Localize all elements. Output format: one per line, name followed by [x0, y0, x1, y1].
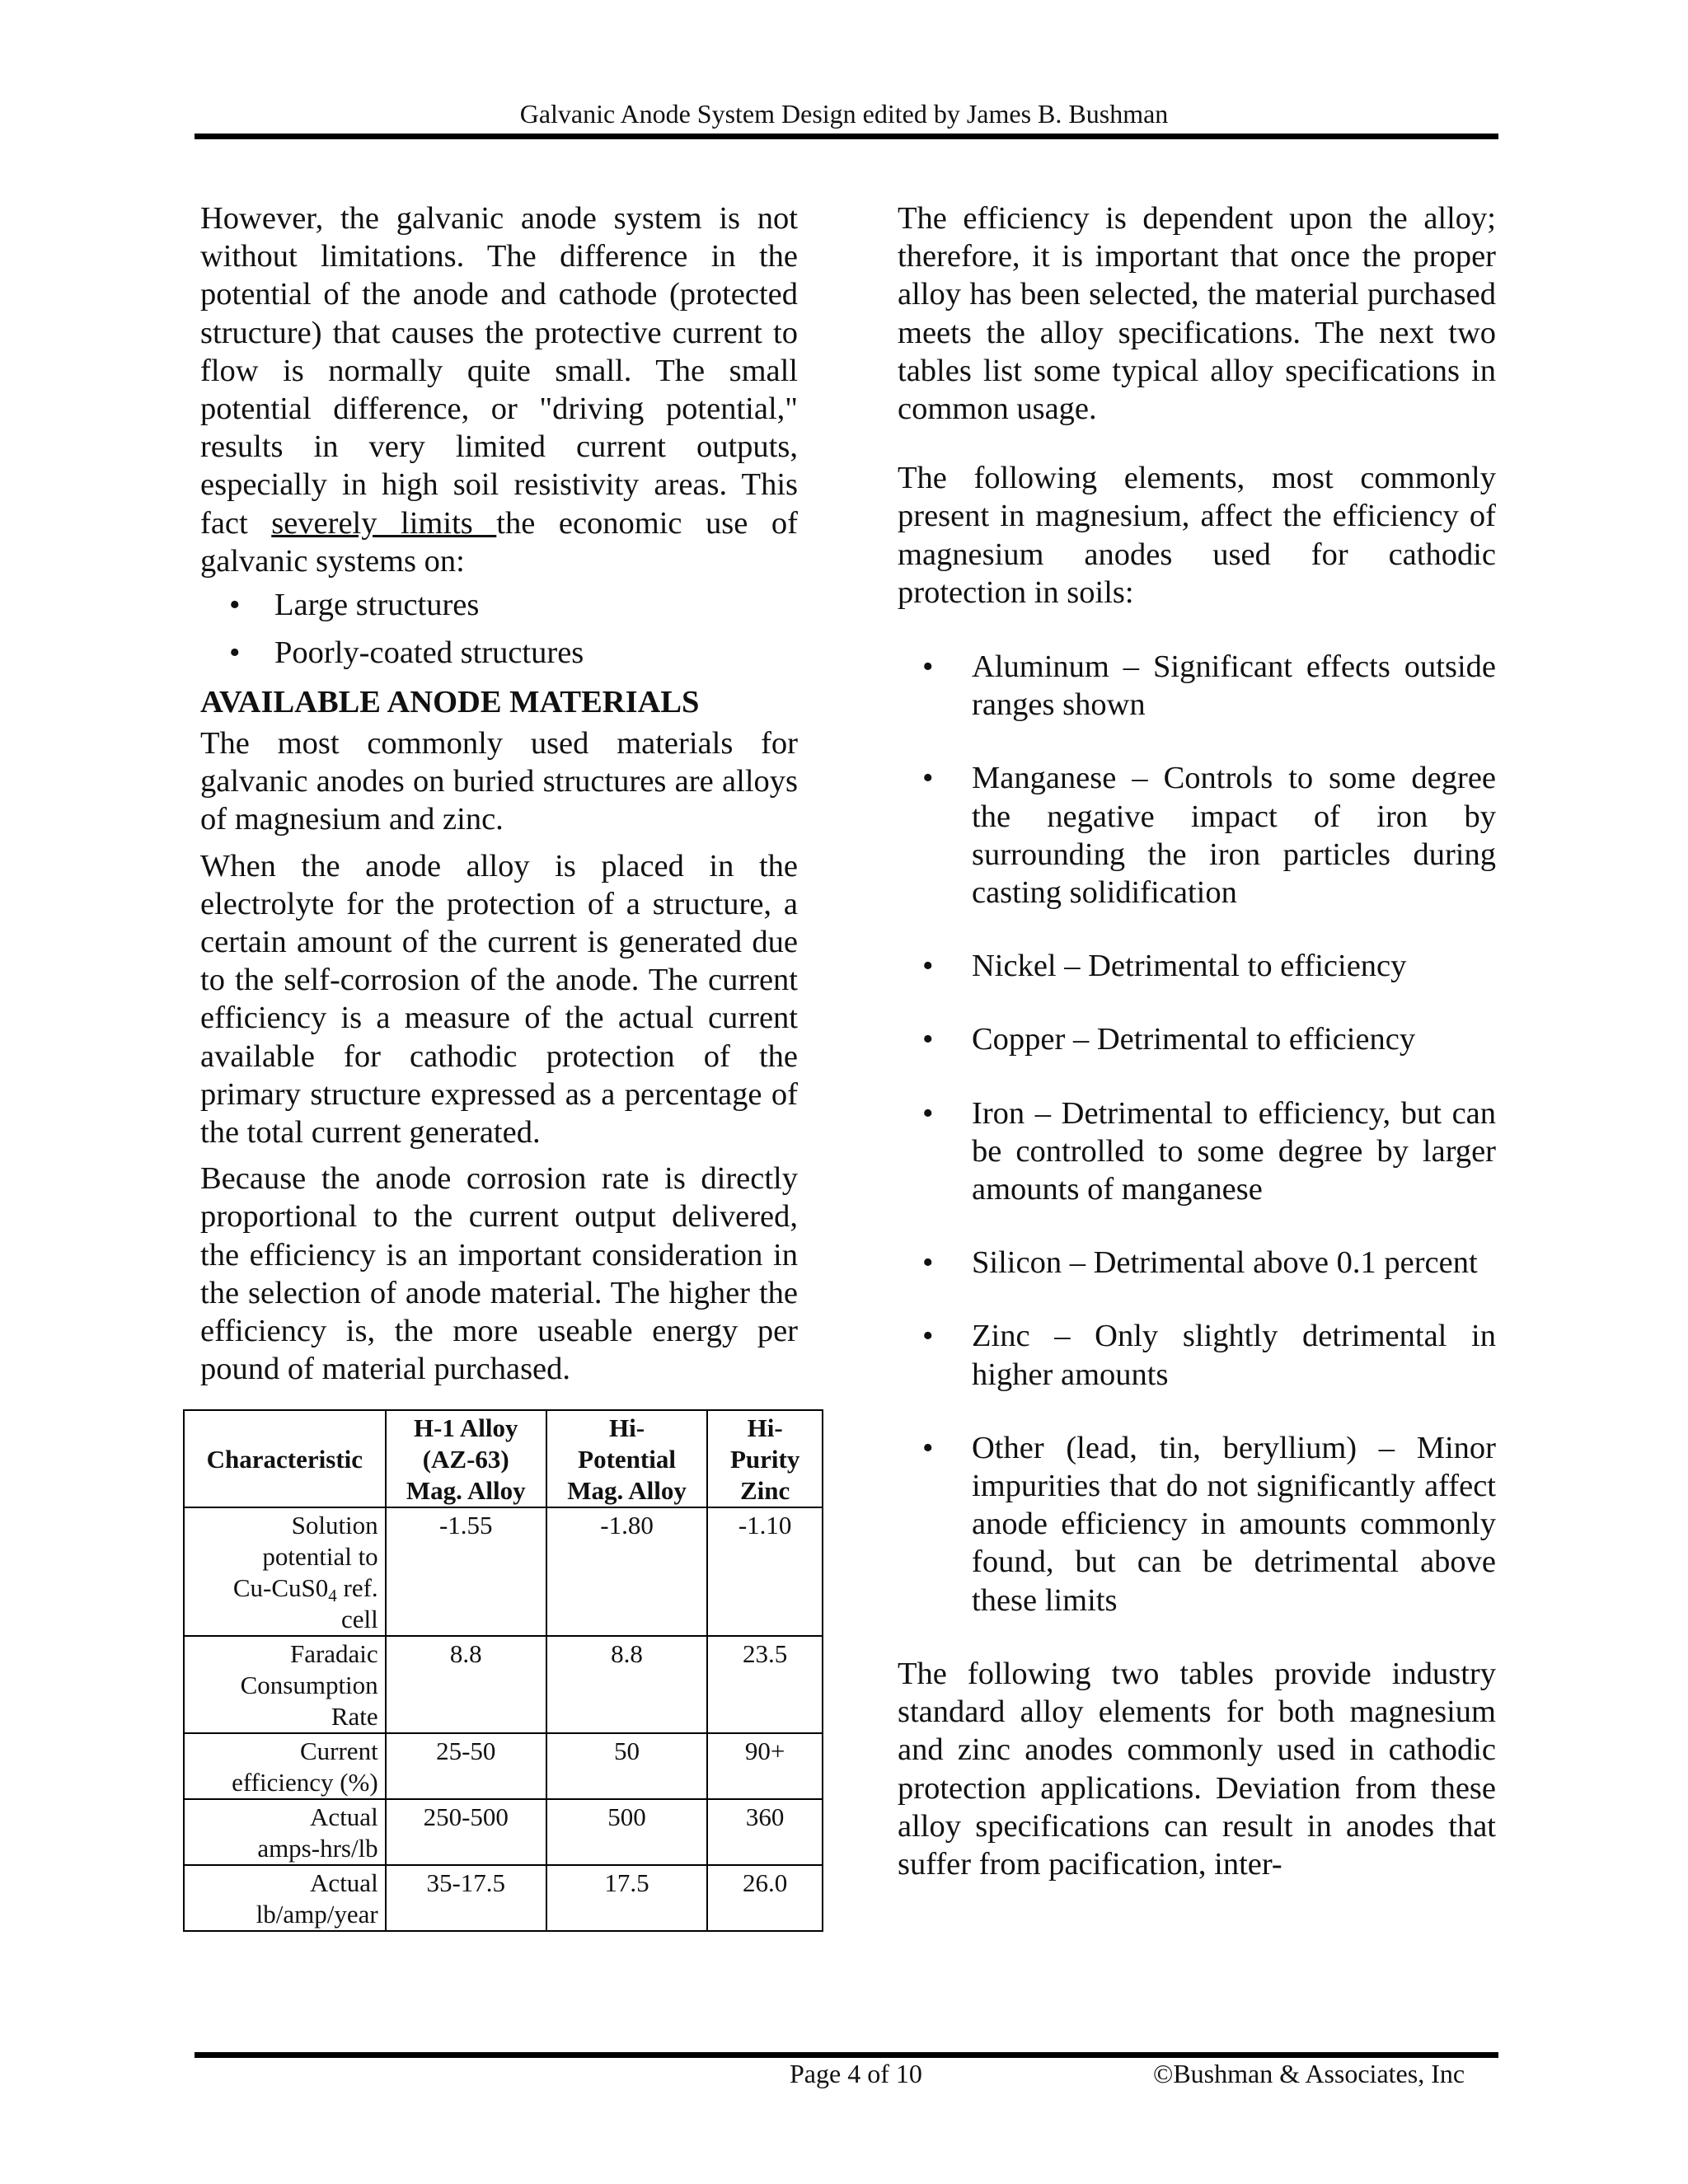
header-hi-potential: Hi- Potential Mag. Alloy [546, 1410, 708, 1507]
table-cell: 23.5 [707, 1636, 823, 1733]
table-cell: -1.55 [386, 1507, 546, 1636]
list-item: • Zinc – Only slightly detrimental in higher amounts [898, 1317, 1496, 1393]
list-item: • Copper – Detrimental to efficiency [898, 1020, 1496, 1058]
table-cell: 17.5 [546, 1865, 708, 1931]
table-header-row [184, 1410, 823, 1507]
section-heading: AVAILABLE ANODE MATERIALS [200, 685, 700, 720]
alloy-efficiency-paragraph: The efficiency is dependent upon the alloy; therefore, it is important that once the proper alloy has been selected, the material purchased meets the alloy specifications. The next two tables list some typical alloy specifications in common usage. [898, 201, 1496, 427]
table-row [184, 1865, 823, 1931]
table-row [184, 1636, 823, 1733]
list-item: • Other (lead, tin, beryllium) – Minor impurities that do not significantly affect anode efficiency in amounts commonly found, but can be detrimental above these limits [898, 1429, 1496, 1619]
table-row [184, 1507, 823, 1636]
table-cell: 8.8 [386, 1636, 546, 1733]
page-header-title: Galvanic Anode System Design edited by James B. Bushman [519, 99, 1169, 129]
page-number: Page 4 of 10 [790, 2059, 922, 2088]
table-cell: 90+ [707, 1733, 823, 1799]
table-cell: 8.8 [546, 1636, 708, 1733]
list-item: • Iron – Detrimental to efficiency, but can be controlled to some degree by larger amounts of manganese [898, 1094, 1496, 1209]
industry-standards-paragraph: The following two tables provide industry standard alloy elements for both magnesium and zinc anodes commonly used in cathodic protection applications. Deviation from these alloy specifications can result in anodes that suffer from pacification, inter- [898, 1656, 1496, 1882]
elements-list [898, 648, 1496, 1619]
table-cell: -1.80 [546, 1507, 708, 1636]
header-characteristic: Characteristic [184, 1410, 386, 1507]
limitations-text: However, the galvanic anode system is not without limitations. The difference in the potential of the anode and cathode (protected structure) that causes the protective current to flow is normally quite small. The small potential difference, or "driving potential," results in very limited current outputs, especially in high soil resistivity areas. This fact [200, 201, 798, 541]
row-label: Solution potential to $Cu-CuS0_4$ ref. cell [184, 1507, 386, 1636]
table-cell: 360 [707, 1799, 823, 1865]
table-cell: 26.0 [707, 1865, 823, 1931]
list-item: • Nickel – Detrimental to efficiency [898, 947, 1496, 985]
limitations-text-end: the economic use of galvanic systems on: [200, 505, 798, 579]
header-rule [195, 134, 1498, 139]
row-label: Faradaic Consumption Rate [184, 1636, 386, 1733]
list-item: • Silicon – Detrimental above 0.1 percent [898, 1244, 1496, 1282]
right-column [898, 199, 1496, 1883]
limitations-paragraph [200, 199, 798, 580]
row-label: Actual lb/amp/year [184, 1865, 386, 1931]
table-row [184, 1799, 823, 1865]
table-cell: 35-17.5 [386, 1865, 546, 1931]
header-hi-purity-zinc: Hi- Purity Zinc [707, 1410, 823, 1507]
list-item: • Aluminum – Significant effects outside ranges shown [898, 648, 1496, 724]
materials-paragraph: The most commonly used materials for galvanic anodes on buried structures are alloys of magnesium and zinc. [200, 726, 798, 837]
table-cell: -1.10 [707, 1507, 823, 1636]
table-cell: 25-50 [386, 1733, 546, 1799]
table-cell: 250-500 [386, 1799, 546, 1865]
table-cell: 500 [546, 1799, 708, 1865]
row-label: Current efficiency (%) [184, 1733, 386, 1799]
list-item: • Large structures [200, 586, 798, 634]
corrosion-rate-paragraph: Because the anode corrosion rate is directly proportional to the current output delivered, the efficiency is an important consideration in the selection of anode material. The higher the efficiency is, the more useable energy per pound of material purchased. [200, 1161, 798, 1387]
list-item: • Manganese – Controls to some degree the negative impact of iron by surrounding the iron particles during casting solidification [898, 759, 1496, 912]
list-item: • Poorly-coated structures [200, 634, 798, 682]
elements-intro-paragraph: The following elements, most commonly present in magnesium, affect the efficiency of magnesium anodes used for cathodic protection in soils: [898, 461, 1496, 610]
structures-list [200, 586, 798, 682]
efficiency-paragraph: When the anode alloy is placed in the electrolyte for the protection of a structure, a certain amount of the current is generated due to the self-corrosion of the anode. The current efficiency is a measure of the actual current available for cathodic protection of the primary structure expressed as a percentage of the total current generated. [200, 848, 798, 1151]
underlined-phrase: severely limits [271, 505, 497, 541]
row-label: Actual amps-hrs/lb [184, 1799, 386, 1865]
header-h1-alloy: H-1 Alloy (AZ-63) Mag. Alloy [386, 1410, 546, 1507]
anode-characteristics-table [183, 1409, 823, 1932]
table-row [184, 1733, 823, 1799]
left-column [200, 199, 798, 1388]
copyright-notice: ©Bushman & Associates, Inc [1153, 2059, 1465, 2088]
table-cell: 50 [546, 1733, 708, 1799]
